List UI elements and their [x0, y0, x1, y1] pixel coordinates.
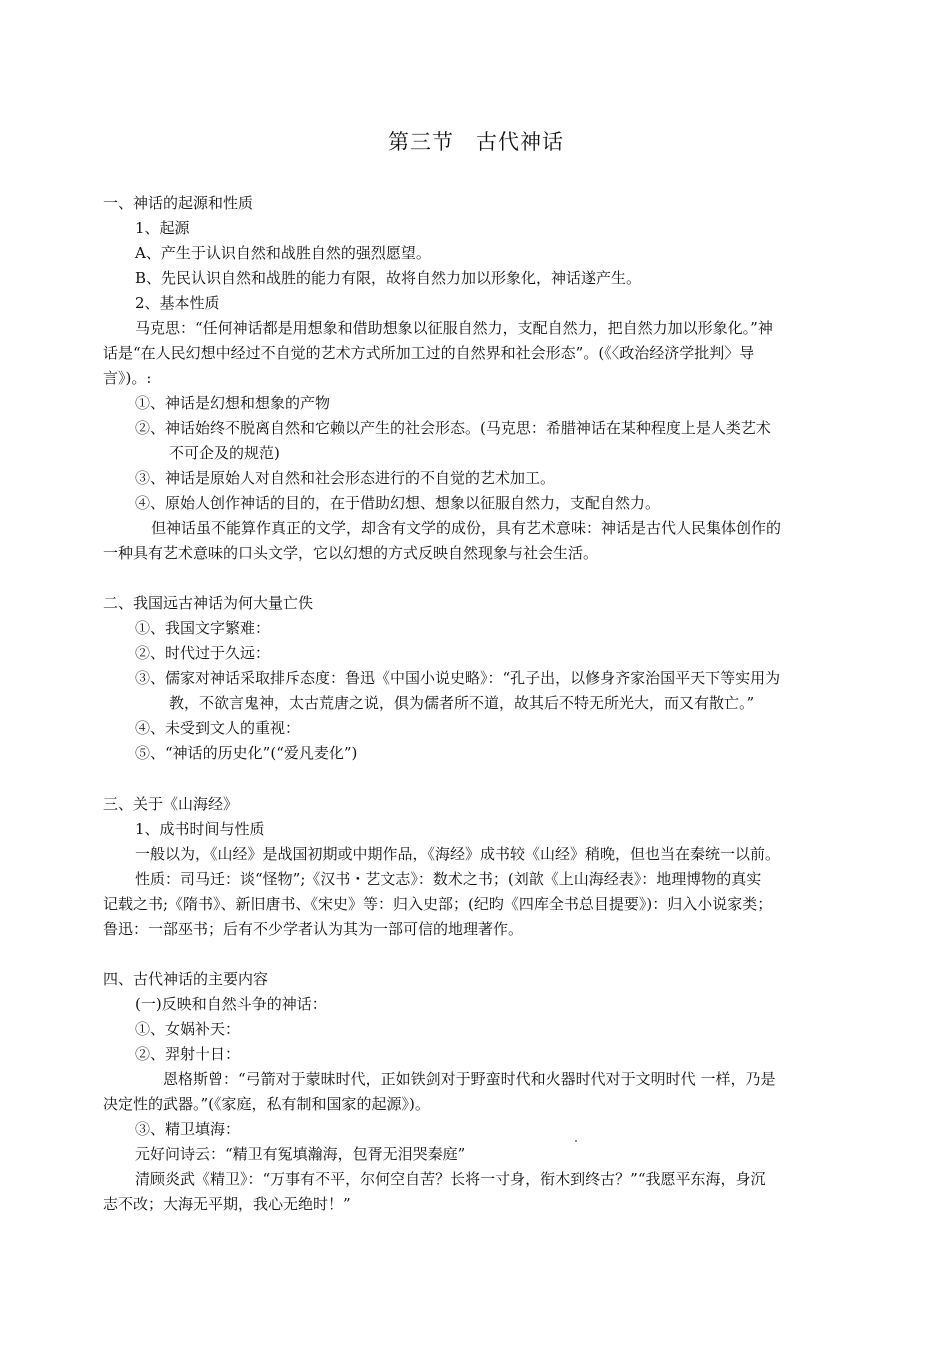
- nature-point-2-line-2: 不可企及的规范): [169, 444, 280, 462]
- stray-mark: [575, 1140, 577, 1142]
- nature-point-2-line-1: ②、神话始终不脱离自然和它赖以产生的社会形态。(马克思：希腊神话在某种程度上是人类艺术: [135, 419, 771, 437]
- origin-point-b: B、先民认识自然和战胜的能力有限，故将自然力加以形象化，神话遂产生。: [135, 269, 642, 287]
- summary-line-2: 一种具有艺术意味的口头文学，它以幻想的方式反映自然现象与社会生活。: [103, 544, 599, 562]
- nature-point-3: ③、神话是原始人对自然和社会形态进行的不自觉的艺术加工。: [135, 469, 556, 487]
- section-3-heading: 三、关于《山海经》: [103, 795, 239, 813]
- marx-quote-line-1: 马克思：“任何神话都是用想象和借助想象以征服自然力，支配自然力，把自然力加以形象化。”神: [135, 319, 773, 337]
- reason-4: ④、未受到文人的重视：: [135, 719, 301, 737]
- nature-subheading: 2、基本性质: [135, 294, 220, 312]
- marx-quote-line-3: 言》)。:: [103, 369, 152, 387]
- reason-3-line-2: 教，不欲言鬼神，太古荒唐之说，俱为儒者所不道，故其后不特无所光大，而又有散亡。”: [169, 694, 755, 712]
- myth-category-1: (一)反映和自然斗争的神话：: [135, 995, 327, 1013]
- shanhaijing-nature-line-1: 性质：司马迁：谈“怪物”;《汉书・艺文志》：数术之书；(刘歆《上山海经表》：地理博物的真实: [135, 870, 762, 888]
- engels-quote-line-1: 恩格斯曾：“弓箭对于蒙昧时代，正如铁剑对于野蛮时代和火器时代对于文明时代 一样，乃是: [163, 1070, 776, 1088]
- section-1-heading: 一、神话的起源和性质: [103, 194, 254, 212]
- section-title: 第三节 古代神话: [388, 130, 564, 154]
- gu-yanwu-poem-line-2: 志不改；大海无平期，我心无绝时！”: [103, 1195, 351, 1213]
- nature-point-1: ①、神话是幻想和想象的产物: [135, 394, 331, 412]
- shanhaijing-nature-line-3: 鲁迅：一部巫书；后有不少学者认为其为一部可信的地理著作。: [103, 920, 524, 938]
- gu-yanwu-poem-line-1: 清顾炎武《精卫》：“万事有不平，尔何空自苦？长将一寸身，衔木到终古？”“我愿平东海，身沉: [135, 1170, 766, 1188]
- engels-quote-line-2: 决定性的武器。”(《家庭，私有制和国家的起源》)。: [103, 1095, 430, 1113]
- summary-line-1: 但神话虽不能算作真正的文学，却含有文学的成份，具有艺术意味：神话是古代人民集体创作的: [151, 519, 782, 537]
- section-4-heading: 四、古代神话的主要内容: [103, 970, 269, 988]
- reason-5: ⑤、“神话的历史化”(“爱凡麦化”): [135, 744, 358, 762]
- origin-subheading: 1、起源: [135, 219, 190, 237]
- origin-point-a: A、产生于认识自然和战胜自然的强烈愿望。: [135, 244, 431, 262]
- myth-yi: ②、羿射十日：: [135, 1045, 241, 1063]
- nature-point-4: ④、原始人创作神话的目的，在于借助幻想、想象以征服自然力，支配自然力。: [135, 494, 661, 512]
- reason-3-line-1: ③、儒家对神话采取排斥态度：鲁迅《中国小说史略》：“孔子出，以修身齐家治国平天下等实用为: [135, 669, 781, 687]
- shanhaijing-nature-line-2: 记载之书;《隋书》、新旧唐书、《宋史》等：归入史部；(纪昀《四库全书总目提要》)：归入小说家类；: [103, 895, 773, 913]
- yuan-haowen-poem: 元好问诗云：“精卫有冤填瀚海，包胥无泪哭秦庭”: [135, 1145, 466, 1163]
- section-2-heading: 二、我国远古神话为何大量亡佚: [103, 594, 314, 612]
- myth-jingwei: ③、精卫填海：: [135, 1120, 241, 1138]
- reason-2: ②、时代过于久远：: [135, 644, 271, 662]
- shanhaijing-subheading: 1、成书时间与性质: [135, 820, 265, 838]
- myth-nuwa: ①、女娲补天：: [135, 1020, 241, 1038]
- shanhaijing-date: 一般以为，《山经》是战国初期或中期作品，《海经》成书较《山经》稍晚，但也当在秦统一以前。: [135, 845, 781, 863]
- marx-quote-line-2: 话是“在人民幻想中经过不自觉的艺术方式所加工过的自然界和社会形态”。(《〈政治经济学批判〉导: [103, 344, 755, 362]
- reason-1: ①、我国文字繁难：: [135, 619, 271, 637]
